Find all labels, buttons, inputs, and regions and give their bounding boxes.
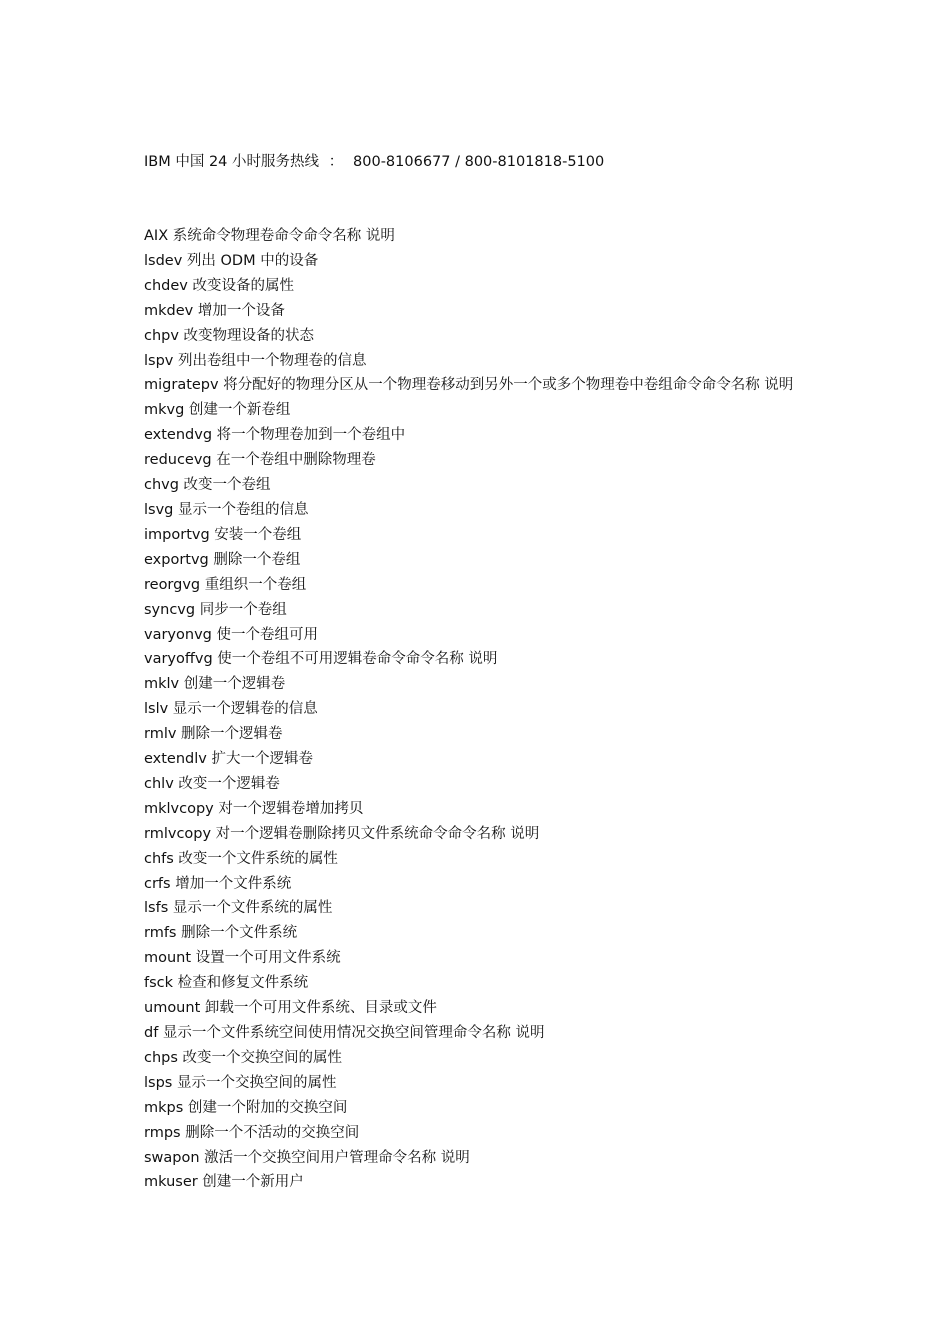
command-line: rmlv 删除一个逻辑卷 [144,726,283,743]
command-line: chlv 改变一个逻辑卷 [144,775,280,792]
command-line: reorgvg 重组织一个卷组 [144,576,307,593]
command-line: lslv 显示一个逻辑卷的信息 [144,701,318,718]
command-line: migratepv 将分配好的物理分区从一个物理卷移动到另外一个或多个物理卷中卷组命令命令名称 说明 [144,377,794,394]
command-line: lsfs 显示一个文件系统的属性 [144,900,333,917]
hotline-separator: ： [328,154,344,170]
command-line: AIX 系统命令物理卷命令命令名称 说明 [144,228,395,244]
hotline-label: IBM 中国 24 小时服务热线 [144,154,320,170]
hotline-numbers: 800-8106677 / 800-8101818-5100 [353,154,605,170]
command-line: chps 改变一个交换空间的属性 [144,1049,343,1066]
command-line: importvg 安装一个卷组 [144,526,302,543]
command-line: syncvg 同步一个卷组 [144,601,287,618]
command-line: mkvg 创建一个新卷组 [144,402,291,419]
command-line: mkdev 增加一个设备 [144,302,285,319]
command-line: rmps 删除一个不活动的交换空间 [144,1124,360,1141]
command-line: mklvcopy 对一个逻辑卷增加拷贝 [144,800,364,817]
command-line: reducevg 在一个卷组中删除物理卷 [144,452,376,469]
command-line: mkuser 创建一个新用户 [144,1174,304,1191]
command-line: fsck 检查和修复文件系统 [144,975,309,992]
command-line: lsdev 列出 ODM 中的设备 [144,252,319,269]
command-line: rmfs 删除一个文件系统 [144,925,298,942]
command-line: varyonvg 使一个卷组可用 [144,626,318,643]
command-line: chvg 改变一个卷组 [144,477,271,494]
command-line: varyoffvg 使一个卷组不可用逻辑卷命令命令名称 说明 [144,651,498,668]
command-line: mkps 创建一个附加的交换空间 [144,1099,348,1116]
command-line: exportvg 删除一个卷组 [144,551,301,568]
command-list [144,224,814,1195]
command-line: lsvg 显示一个卷组的信息 [144,501,309,518]
command-line: crfs 增加一个文件系统 [144,875,292,892]
command-line: chfs 改变一个文件系统的属性 [144,850,338,867]
command-line: chpv 改变物理设备的状态 [144,327,315,344]
command-line: umount 卸载一个可用文件系统、目录或文件 [144,1000,437,1017]
command-line: df 显示一个文件系统空间使用情况交换空间管理命令名称 说明 [144,1025,545,1041]
command-line: chdev 改变设备的属性 [144,277,294,294]
command-line: mount 设置一个可用文件系统 [144,950,341,967]
command-line: mklv 创建一个逻辑卷 [144,676,286,693]
command-line: extendvg 将一个物理卷加到一个卷组中 [144,427,406,444]
command-line: lspv 列出卷组中一个物理卷的信息 [144,352,367,369]
command-line: swapon 激活一个交换空间用户管理命令名称 说明 [144,1149,470,1166]
service-hotline [144,150,604,174]
command-line: lsps 显示一个交换空间的属性 [144,1074,337,1091]
command-line: extendlv 扩大一个逻辑卷 [144,751,313,768]
command-line: rmlvcopy 对一个逻辑卷删除拷贝文件系统命令命令名称 说明 [144,825,540,842]
